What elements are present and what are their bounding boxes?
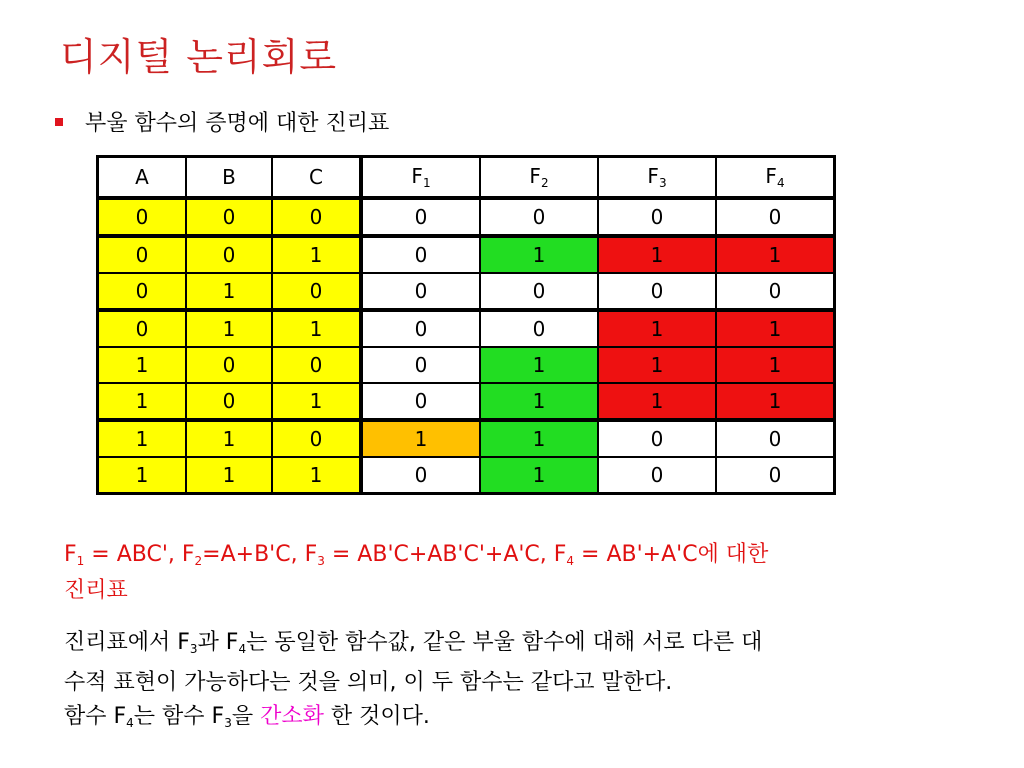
column-header-subscript: 2 — [540, 176, 549, 190]
table-cell: 0 — [361, 236, 480, 273]
table-header-row — [98, 157, 835, 199]
f2-expression: =A+B'C, — [202, 542, 305, 567]
table-cell: 1 — [716, 236, 835, 273]
column-header-label: C — [309, 165, 323, 189]
truth-table — [96, 155, 836, 495]
table-row — [98, 457, 835, 494]
table-cell: 1 — [598, 383, 716, 420]
table-cell: 0 — [598, 457, 716, 494]
table-cell: 1 — [480, 236, 598, 273]
bullet-text: 부울 함수의 증명에 대한 진리표 — [85, 111, 390, 136]
table-cell: 0 — [98, 273, 187, 310]
paragraph-line-1 — [64, 626, 1014, 666]
f3-label: F — [304, 542, 318, 567]
table-row — [98, 420, 835, 457]
paragraph-text: 한 것이다. — [323, 704, 430, 729]
table-cell: 0 — [98, 310, 187, 347]
paragraph-text: 는 함수 F — [133, 704, 225, 729]
table-cell: 1 — [272, 310, 361, 347]
f2-subscript: 2 — [194, 554, 203, 568]
paragraph-text: 진리표에서 F — [64, 630, 190, 655]
subscript: 4 — [238, 642, 247, 656]
table-cell: 1 — [186, 420, 272, 457]
column-header-subscript: 4 — [776, 176, 785, 190]
paragraph-text: 함수 F — [64, 704, 127, 729]
table-cell: 0 — [361, 198, 480, 236]
table-cell: 0 — [716, 420, 835, 457]
table-cell: 0 — [186, 198, 272, 236]
column-header — [480, 157, 598, 199]
table-cell: 0 — [98, 236, 187, 273]
table-cell: 0 — [98, 198, 187, 236]
table-cell: 0 — [272, 347, 361, 383]
column-header — [98, 157, 187, 199]
table-cell: 1 — [480, 383, 598, 420]
table-cell: 1 — [598, 236, 716, 273]
column-header — [272, 157, 361, 199]
table-cell: 1 — [98, 347, 187, 383]
paragraph-text: 는 동일한 함수값, 같은 부울 함수에 대해 서로 다른 대 — [246, 630, 763, 655]
table-cell: 1 — [598, 310, 716, 347]
column-header-label: F — [529, 164, 541, 188]
column-header-subscript: 3 — [658, 176, 667, 190]
table-cell: 1 — [716, 383, 835, 420]
table-cell: 0 — [716, 198, 835, 236]
table-cell: 0 — [480, 273, 598, 310]
table-cell: 1 — [186, 273, 272, 310]
table-cell: 0 — [598, 420, 716, 457]
subscript: 4 — [126, 716, 134, 730]
f1-label: F — [64, 542, 77, 567]
table-cell: 1 — [272, 457, 361, 494]
table-cell: 0 — [361, 383, 480, 420]
explanation-paragraph — [64, 626, 1014, 740]
table-cell: 0 — [272, 198, 361, 236]
table-body — [98, 198, 835, 494]
paragraph-text: 과 F — [197, 630, 239, 655]
table-cell: 1 — [480, 347, 598, 383]
column-header — [716, 157, 835, 199]
subscript: 3 — [224, 716, 232, 730]
table-cell: 0 — [480, 310, 598, 347]
table-cell: 1 — [98, 457, 187, 494]
f3-subscript: 3 — [317, 554, 325, 568]
table-cell: 1 — [186, 457, 272, 494]
table-cell: 1 — [98, 383, 187, 420]
table-row — [98, 236, 835, 273]
table-cell: 0 — [361, 310, 480, 347]
column-header-label: B — [222, 165, 236, 189]
column-header-label: F — [411, 164, 423, 188]
bullet-square-icon — [55, 118, 63, 126]
table-cell: 0 — [361, 273, 480, 310]
paragraph-line-3 — [64, 700, 1014, 740]
table-cell: 1 — [186, 310, 272, 347]
table-cell: 1 — [716, 347, 835, 383]
f4-label: F — [553, 542, 567, 567]
table-row — [98, 383, 835, 420]
table-cell: 0 — [598, 273, 716, 310]
table-cell: 0 — [361, 457, 480, 494]
table-row — [98, 347, 835, 383]
table-row — [98, 273, 835, 310]
table-cell: 1 — [716, 310, 835, 347]
table-cell: 0 — [598, 198, 716, 236]
table-cell: 0 — [186, 383, 272, 420]
column-header — [361, 157, 480, 199]
table-cell: 0 — [716, 457, 835, 494]
bullet-item — [55, 106, 389, 137]
table-cell: 1 — [598, 347, 716, 383]
table-cell: 0 — [186, 236, 272, 273]
table-cell: 1 — [361, 420, 480, 457]
table-cell: 1 — [98, 420, 187, 457]
f1-subscript: 1 — [76, 554, 85, 568]
column-header — [186, 157, 272, 199]
table-cell: 0 — [361, 347, 480, 383]
table-cell: 0 — [716, 273, 835, 310]
slide-title: 디지털 논리회로 — [60, 35, 338, 79]
table-cell: 1 — [272, 236, 361, 273]
table-row — [98, 310, 835, 347]
column-header-label: F — [647, 164, 659, 188]
f4-subscript: 4 — [566, 554, 575, 568]
f2-label: F — [181, 542, 195, 567]
table-cell: 1 — [480, 457, 598, 494]
subscript: 3 — [189, 642, 198, 656]
formula-line-2: 진리표 — [64, 578, 128, 603]
f3-expression: = AB'C+AB'C'+A'C, — [324, 542, 554, 567]
function-formulas — [64, 540, 964, 606]
table-cell: 0 — [480, 198, 598, 236]
column-header-subscript: 1 — [422, 176, 431, 190]
paragraph-line-2: 수적 표현이 가능하다는 것을 의미, 이 두 함수는 같다고 말한다. — [64, 670, 673, 695]
f4-expression: = AB'+A'C에 대한 — [574, 542, 769, 567]
table-row — [98, 198, 835, 236]
column-header-label: A — [135, 165, 149, 189]
paragraph-text: 을 — [231, 704, 261, 729]
table-cell: 1 — [480, 420, 598, 457]
simplification-highlight: 간소화 — [260, 704, 324, 729]
table-cell: 0 — [272, 420, 361, 457]
column-header — [598, 157, 716, 199]
table-cell: 1 — [272, 383, 361, 420]
table-cell: 0 — [186, 347, 272, 383]
column-header-label: F — [765, 164, 777, 188]
f1-expression: = ABC', — [84, 542, 182, 567]
table-cell: 0 — [272, 273, 361, 310]
